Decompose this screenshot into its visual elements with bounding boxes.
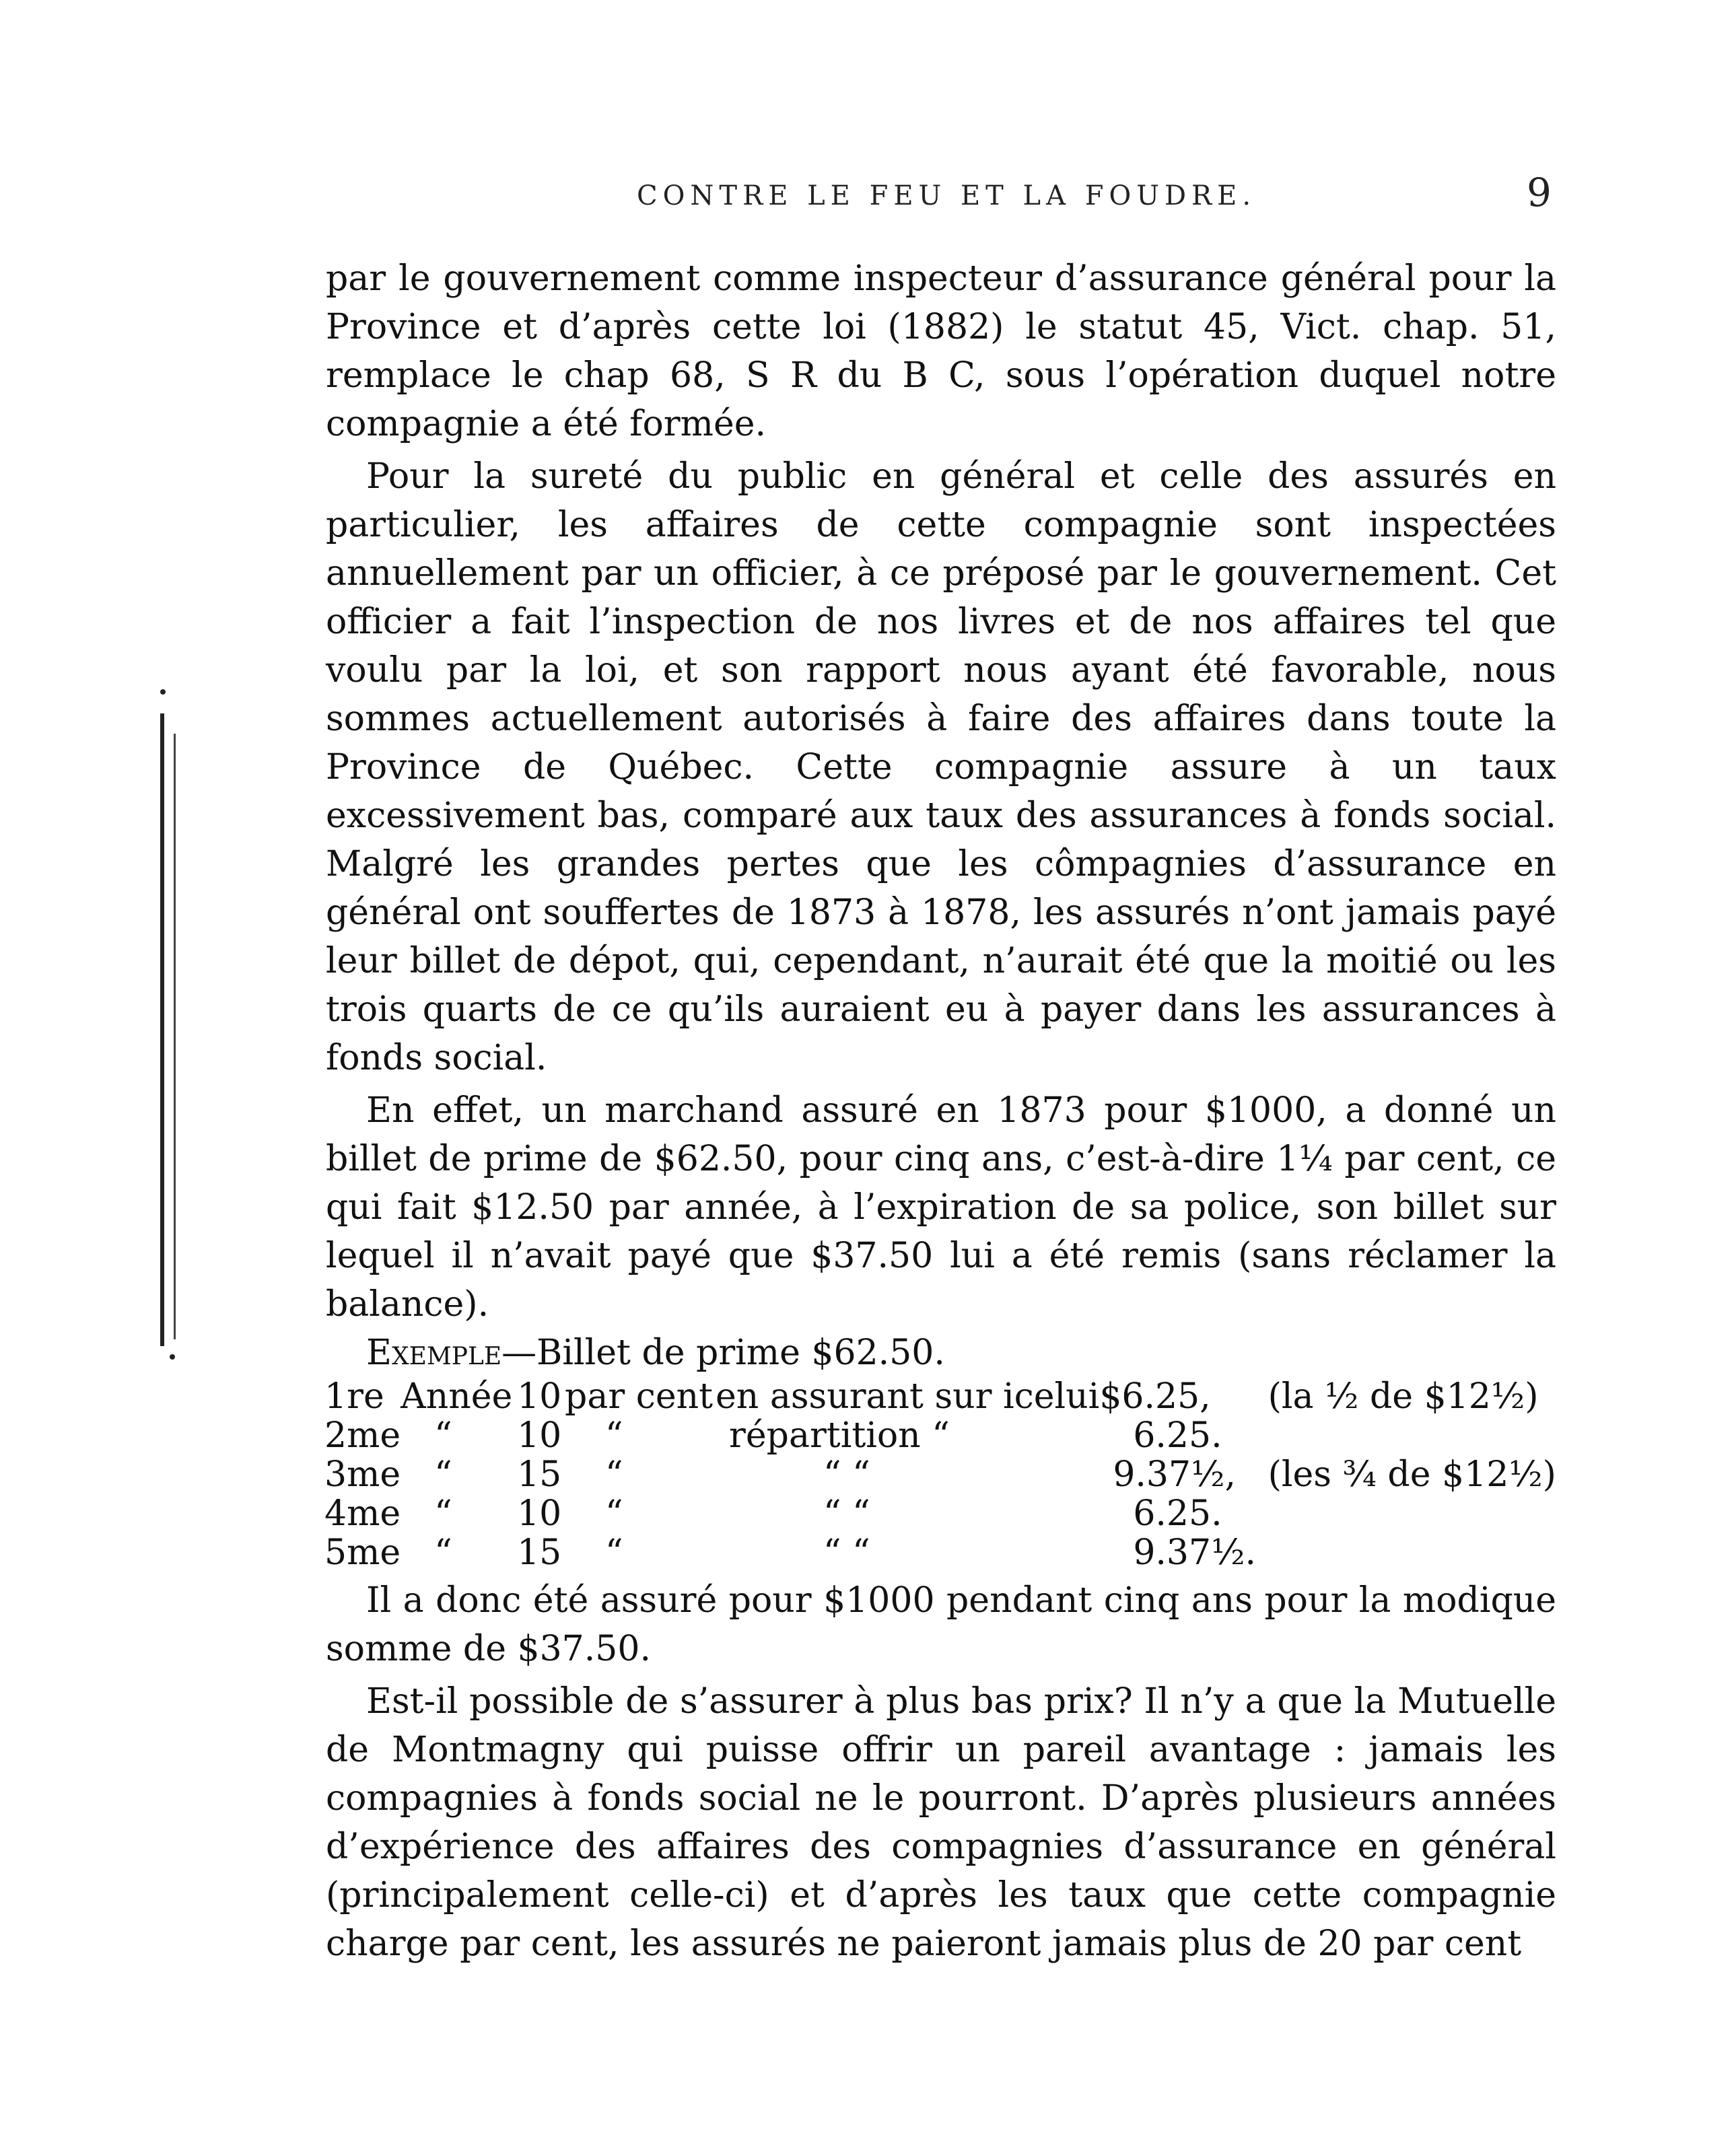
table-cell-amount: 9.37½.: [1133, 1533, 1257, 1573]
table-row: [324, 1377, 1556, 1416]
example-text: —Billet de prime $62.50.: [501, 1333, 945, 1373]
running-title: CONTRE LE FEU ET LA FOUDRE.: [637, 180, 1257, 211]
page-number: 9: [1527, 170, 1552, 215]
margin-dot: [170, 1354, 175, 1360]
table-cell: “: [605, 1533, 623, 1573]
table-cell: “: [434, 1415, 452, 1456]
table-cell-desc: “ “: [823, 1533, 870, 1573]
table-cell-note: [1268, 1533, 1556, 1572]
paragraph: par le gouvernement comme inspecteur d’assurance général pour la Province et d’après cette loi (1882) le statut 45, Vict. chap. 51, remplace le chap 68, S R du B C, sous l’opération duquel notre compagnie a été formée.: [326, 258, 1556, 444]
table-cell-year: 2me: [324, 1415, 401, 1456]
paragraph: Est-il possible de s’assurer à plus bas prix? Il n’y a que la Mutuelle de Montmagny qui puisse offrir un pareil avantage : jamais les compagnies à fonds social ne le pourront. D’après plusieurs années d’expérience des affaires des compagnies d’assurance en général (principalement celle-ci) et d’après les taux que cette compagnie charge par cent, les assurés ne paieront jamais plus de 20 par cent: [326, 1681, 1556, 1964]
table-cell-rate: 10: [517, 1415, 562, 1456]
margin-mark-inner: [174, 734, 176, 1339]
example-heading: [326, 1329, 1556, 1377]
table-cell: “: [605, 1415, 623, 1456]
premium-table: [324, 1377, 1556, 1572]
table-cell-rate: 15: [517, 1454, 562, 1495]
table-cell-amount: 9.37½,: [1113, 1454, 1237, 1495]
table-cell: “: [605, 1454, 623, 1495]
example-label: Exemple: [366, 1333, 502, 1373]
table-cell-amount: 6.25.: [1133, 1415, 1222, 1456]
table-cell-desc: “ “: [823, 1454, 870, 1495]
table-cell-rate: 15: [517, 1533, 562, 1573]
table-cell-note: (la ½ de $12½): [1268, 1376, 1539, 1417]
table-cell-note: [1268, 1416, 1556, 1455]
table-cell: Année: [401, 1376, 513, 1417]
paragraph: Il a donc été assuré pour $1000 pendant cinq ans pour la modique somme de $37.50.: [326, 1580, 1556, 1669]
table-cell-rate: 10: [517, 1376, 562, 1417]
table-cell-desc: en assurant sur icelui: [716, 1376, 1100, 1417]
table-cell: “: [605, 1494, 623, 1534]
table-row: [324, 1533, 1556, 1572]
table-cell: “: [434, 1533, 452, 1573]
table-cell-amount: $6.25,: [1099, 1376, 1211, 1417]
table-cell-year: 4me: [324, 1494, 401, 1534]
table-cell-note: [1268, 1494, 1556, 1533]
table-cell: “: [434, 1494, 452, 1534]
paragraph: Pour la sureté du public en général et celle des assurés en particulier, les affaires de cette compagnie sont inspectées annuellement par un officier, à ce préposé par le gouvernement. Cet officier a fait l’inspection de nos livres et de nos affaires tel que voulu par la loi, et son rapport nous ayant été favorable, nous sommes actuellement autorisés à faire des affaires dans toute la Province de Québec. Cette compagnie assure à un taux excessivement bas, comparé aux taux des assurances à fonds social. Malgré les grandes pertes que les cômpagnies d’assurance en général ont souffertes de 1873 à 1878, les assurés n’ont jamais payé leur billet de dépot, qui, cependant, n’aurait été que la moitié ou les trois quarts de ce qu’ils auraient eu à payer dans les assurances à fonds social.: [326, 456, 1556, 1078]
table-row: [324, 1455, 1556, 1494]
paragraph: En effet, un marchand assuré en 1873 pour $1000, a donné un billet de prime de $62.50, pour cinq ans, c’est-à-dire 1¼ par cent, ce qui fait $12.50 par année, à l’expiration de sa police, son billet sur lequel il n’avait payé que $37.50 lui a été remis (sans réclamer la balance).: [326, 1090, 1556, 1325]
table-row: [324, 1494, 1556, 1533]
table-row: [324, 1416, 1556, 1455]
table-cell: “: [434, 1454, 452, 1495]
table-cell-year: 3me: [324, 1454, 401, 1495]
table-cell: par cent: [565, 1376, 713, 1417]
table-cell-amount: 6.25.: [1133, 1494, 1222, 1534]
table-cell-rate: 10: [517, 1494, 562, 1534]
body-text: [326, 254, 1556, 1968]
table-cell-desc: “ “: [823, 1494, 870, 1534]
table-cell-year: 1re: [324, 1376, 384, 1417]
margin-dot: [160, 689, 166, 695]
table-cell-desc: répartition “: [729, 1415, 950, 1456]
margin-mark: [160, 713, 164, 1346]
table-cell-year: 5me: [324, 1533, 401, 1573]
table-cell-note: (les ¾ de $12½): [1268, 1454, 1556, 1495]
